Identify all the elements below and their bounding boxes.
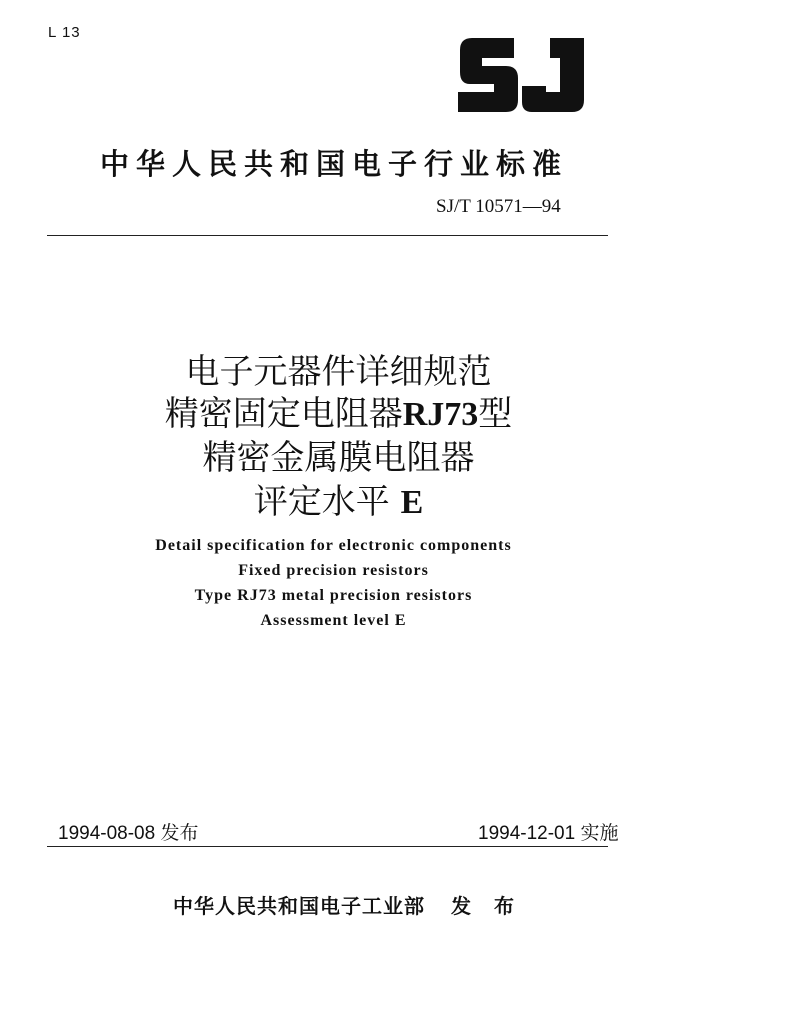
industry-standard-title: 中华人民共和国电子行业标准 <box>100 147 569 181</box>
title-cn-line-2-model: RJ73 <box>402 396 479 433</box>
issuer-line <box>173 890 515 919</box>
bottom-divider <box>47 846 608 847</box>
classification-code: L 13 <box>48 24 81 41</box>
issuer-word-2: 布 <box>494 894 515 918</box>
title-cn-line-4-prefix: 评定水平 <box>253 482 390 522</box>
title-cn-line-2 <box>0 392 677 437</box>
title-cn-line-2-prefix: 精密固定电阻器 <box>164 394 403 434</box>
title-cn-line-2-suffix: 型 <box>478 394 513 434</box>
top-divider <box>47 235 608 236</box>
issue-date: 1994-08-08 发布 <box>58 823 199 844</box>
title-en-line-2: Fixed precision resistors <box>238 562 429 579</box>
effective-date: 1994-12-01 实施 <box>478 823 619 844</box>
title-cn-line-4-level: E <box>400 484 424 521</box>
sj-logo-mark <box>458 38 584 112</box>
title-en-line-3: Type RJ73 metal precision resistors <box>194 587 473 604</box>
issuer-word-1: 发 <box>451 894 472 918</box>
issuer-name: 中华人民共和国电子工业部 <box>173 894 425 918</box>
sj-logo <box>452 30 592 120</box>
title-cn-line-4 <box>0 480 677 525</box>
title-en-line-4: Assessment level E <box>260 612 407 629</box>
standard-number: SJ/T 10571—94 <box>436 196 561 217</box>
title-en-line-1: Detail specification for electronic components <box>155 537 512 554</box>
title-cn-line-3: 精密金属膜电阻器 <box>202 438 475 478</box>
title-cn-line-1: 电子元器件详细规范 <box>185 352 492 392</box>
